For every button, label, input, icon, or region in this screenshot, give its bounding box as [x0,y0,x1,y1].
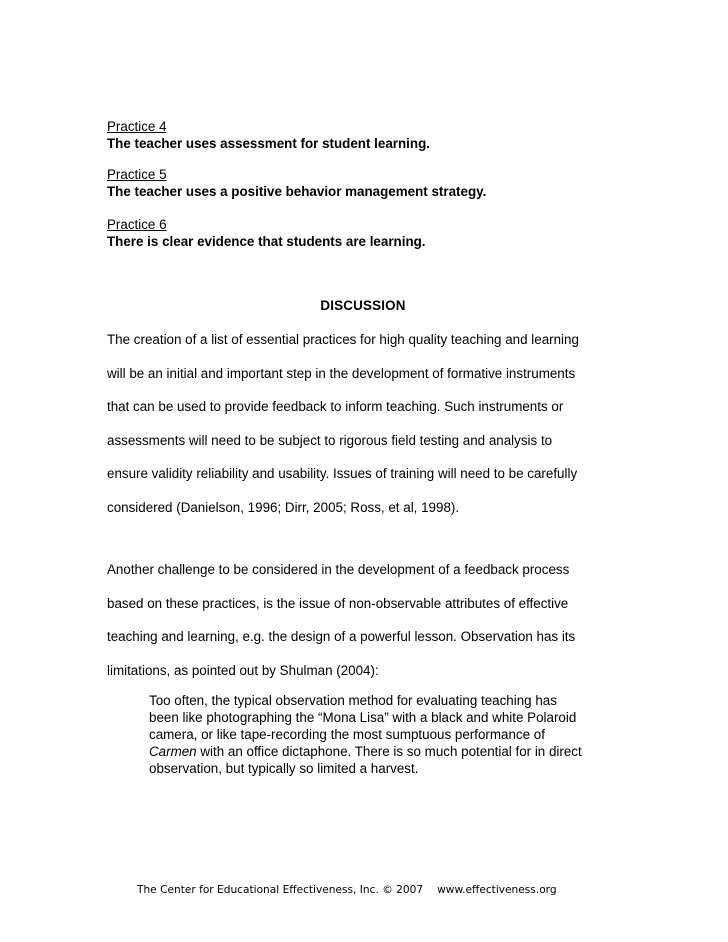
practice-5 [107,166,486,200]
discussion-heading-text: DISCUSSION [320,298,406,313]
paragraph-line: The creation of a list of essential practices for high quality teaching and learning [107,332,579,347]
paragraph-line: limitations, as pointed out by Shulman (2004): [107,662,379,678]
paragraph-line: ensure validity reliability and usability. Issues of training will need to be carefully [107,466,578,481]
paragraph-line: considered (Danielson, 1996; Dirr, 2005; Ross, et al, 1998). [107,499,460,515]
practice-6 [107,216,426,250]
discussion-heading [0,297,728,314]
quote-italic-title: Carmen [149,744,197,759]
footer-copyright: The Center for Educational Effectiveness, Inc. © 2007 [137,884,424,896]
discussion-paragraph-2 [107,553,627,687]
quote-line: been like photographing the “Mona Lisa” with a black and white Polaroid [149,710,577,725]
quote-line: observation, but typically so limited a harvest. [149,761,419,776]
practice-label: Practice 5 [107,167,167,182]
practice-statement: The teacher uses assessment for student learning. [107,136,430,151]
paragraph-line: based on these practices, is the issue of non-observable attributes of effective [107,595,569,611]
paragraph-line: will be an initial and important step in the development of formative instruments [107,365,576,381]
block-quote [149,692,629,777]
paragraph-line: Another challenge to be considered in the development of a feedback process [107,562,570,577]
paragraph-line: teaching and learning, e.g. the design of a powerful lesson. Observation has its [107,629,576,644]
quote-line: camera, or like tape-recording the most sumptuous performance of [149,727,545,742]
quote-line: Too often, the typical observation method for evaluating teaching has [149,693,557,708]
discussion-paragraph-1 [107,323,627,524]
paragraph-line: assessments will need to be subject to rigorous field testing and analysis to [107,432,553,448]
footer-website: www.effectiveness.org [437,884,557,896]
practice-statement: The teacher uses a positive behavior management strategy. [107,184,487,199]
page-footer [137,883,557,897]
practice-statement: There is clear evidence that students are learning. [107,234,426,249]
quote-line-rest: with an office dictaphone. There is so much potential for in direct [196,744,582,759]
paragraph-line: that can be used to provide feedback to inform teaching. Such instruments or [107,399,564,414]
quote-line [149,743,629,760]
practice-label: Practice 4 [107,119,167,134]
practice-4 [107,118,430,152]
practice-label: Practice 6 [107,217,167,232]
